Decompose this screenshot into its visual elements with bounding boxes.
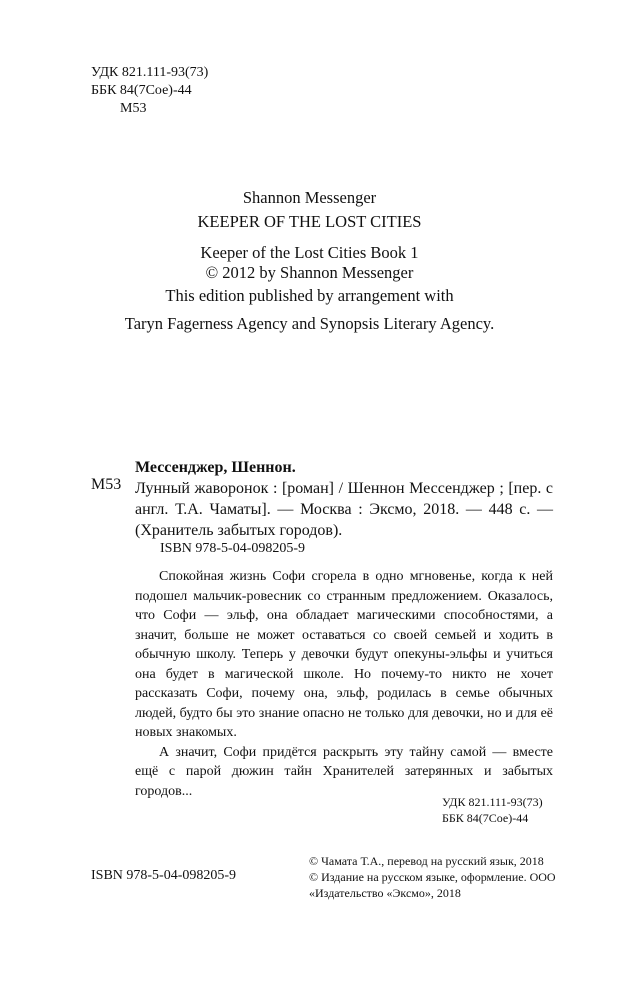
catalog-heading: Мессенджер, Шеннон. — [135, 459, 296, 476]
annotation-paragraph-1: Спокойная жизнь Софи сгорела в одно мгновенье, когда к ней подошел мальчик-ровесник со странным предложением. Оказалось, что Софи — эльф, она обладает магическими способностями, а значит, больше не может оставаться со своей семьей и ходить в обычную школу. Теперь у девочки будут опекуны-эльфы и учиться она будет в магической школе. Но почему-то никто не хочет рассказать Софи, почему она, эльф, родилась в семье обычных людей, будто бы это знание опасно не только для девочки, но и для её новых знакомых. — [135, 569, 553, 740]
edition-line: This edition published by arrangement with — [165, 286, 454, 305]
footer-isbn: ISBN 978-5-04-098205-9 — [91, 868, 237, 883]
catalog-description: Лунный жаворонок : [роман] / Шеннон Мессенджер ; [пер. с англ. Т.А. Чаматы]. — Москва : Эксмо, 2018. — 448 с. — (Хранитель забытых городов). — [135, 480, 553, 539]
bottom-udk-code: УДК 821.111-93(73) — [442, 795, 543, 809]
bottom-classification-codes — [442, 794, 543, 826]
annotation — [135, 567, 553, 801]
copyright-notices — [309, 853, 559, 901]
catalog-isbn: ISBN 978-5-04-098205-9 — [160, 541, 306, 556]
bottom-bbk-code: ББК 84(7Сое)-44 — [442, 811, 529, 825]
original-series: Keeper of the Lost Cities Book 1 — [200, 243, 419, 262]
translation-copyright: © Чамата Т.А., перевод на русский язык, 2018 — [309, 854, 544, 868]
agency-line: Taryn Fagerness Agency and Synopsis Literary Agency. — [124, 314, 495, 333]
udk-code: УДК 821.111-93(73) — [91, 65, 209, 80]
edition-copyright: © Издание на русском языке, оформление. ООО «Издательство «Эксмо», 2018 — [309, 870, 556, 900]
author-mark: М53 — [120, 101, 147, 116]
original-title: KEEPER OF THE LOST CITIES — [197, 212, 422, 231]
classification-codes — [91, 64, 208, 118]
bbk-code: ББК 84(7Сое)-44 — [91, 83, 192, 98]
catalog-mark: М53 — [91, 476, 122, 493]
original-copyright: © 2012 by Shannon Messenger — [205, 263, 414, 282]
original-author: Shannon Messenger — [242, 188, 377, 207]
annotation-paragraph-2: А значит, Софи придётся раскрыть эту тайну самой — вместе ещё с парой дюжин тайн Хранителей затерянных и забытых городов... — [135, 744, 553, 799]
